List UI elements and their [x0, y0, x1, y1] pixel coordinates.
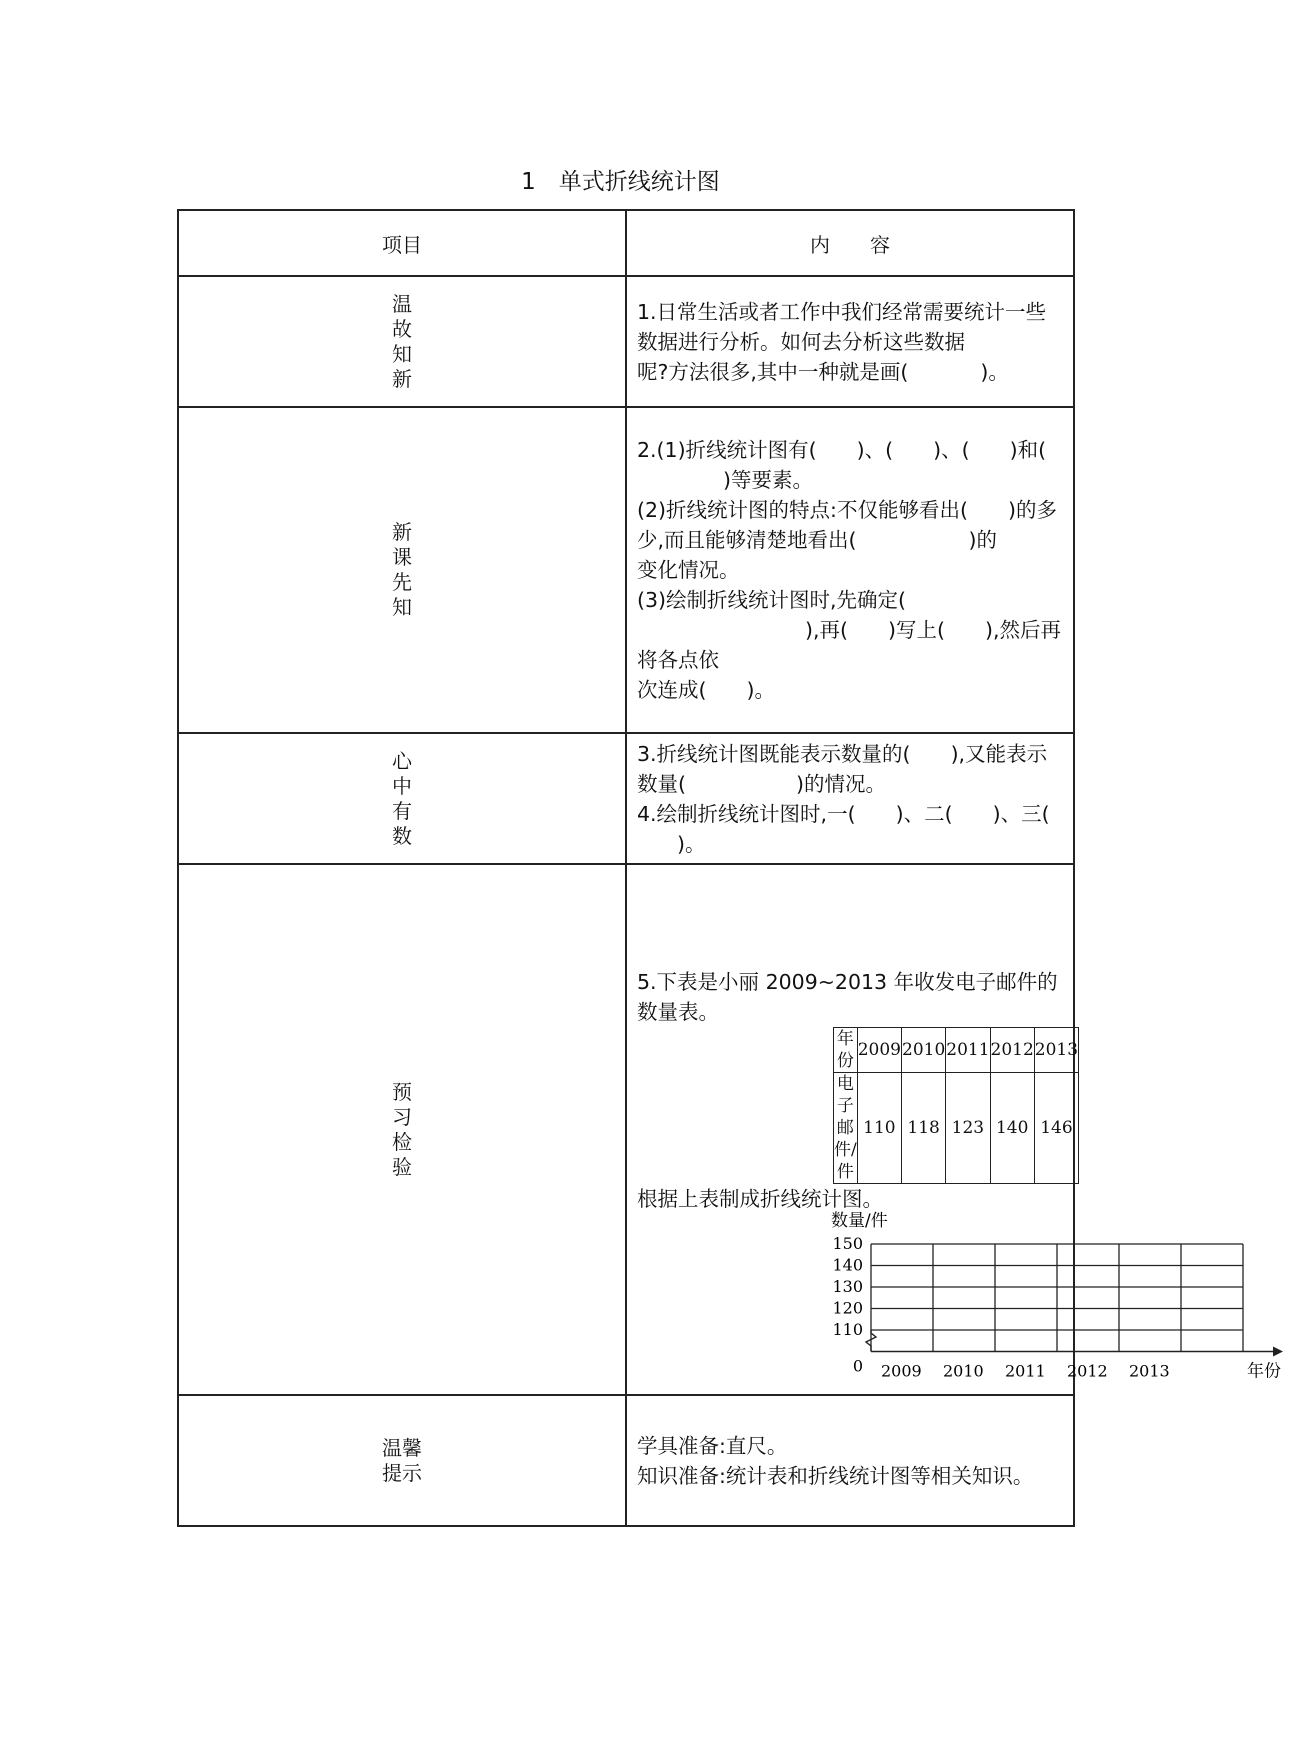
x-tick-label: 2010: [943, 1361, 984, 1381]
q2-5a: 次连成(: [637, 678, 707, 702]
review-content: [626, 276, 1074, 407]
table-header-cell: 2010: [902, 1028, 946, 1073]
y-tick-label: 150: [832, 1234, 863, 1253]
preview-content: [626, 407, 1074, 733]
email-data-table: [833, 1027, 1079, 1184]
table-header-year: 年份: [834, 1028, 858, 1073]
row-label-preview: 新课先知: [392, 520, 412, 619]
q1-line1: 1.日常生活或者工作中我们经常需要统计一些数据进行分析。如何去分析这些数据: [637, 299, 1047, 354]
table-cell: 123: [946, 1073, 990, 1184]
y-axis-label: 数量/件: [831, 1211, 888, 1231]
q3c: )的情况。: [796, 771, 886, 796]
q2-4b: ),再(: [805, 618, 849, 642]
tips-content: [626, 1395, 1074, 1526]
header-item: 项目: [178, 210, 626, 276]
line-chart-grid: [827, 1211, 1297, 1394]
table-row-label: 电子邮件/件: [834, 1074, 857, 1182]
table-header-cell: 2012: [990, 1028, 1034, 1073]
q1-line2-end: )。: [980, 359, 1009, 384]
q2-2a: (2)折线统计图的特点:不仅能够看出(: [637, 498, 968, 522]
table-cell: 140: [990, 1073, 1034, 1184]
table-cell: 110: [857, 1073, 901, 1184]
tip-tools: 学具准备:直尺。: [637, 1433, 788, 1458]
q4d: )。: [677, 831, 706, 856]
tip-knowledge: 知识准备:统计表和折线统计图等相关知识。: [637, 1463, 1034, 1488]
y-tick-label: 110: [832, 1320, 863, 1339]
chart-svg: [827, 1211, 1297, 1394]
x-tick-label: 2013: [1129, 1361, 1170, 1381]
table-header-cell: 2011: [946, 1028, 990, 1073]
table-header-cell: 2013: [1034, 1028, 1078, 1073]
summary-content: [626, 733, 1074, 864]
table-cell: 118: [902, 1073, 946, 1184]
q2-3: 变化情况。: [637, 558, 740, 582]
q4a: 4.绘制折线统计图时,一(: [637, 801, 856, 826]
q4b: )、二(: [895, 801, 953, 826]
row-label-check: 预习检验: [392, 1079, 412, 1179]
row-label-tips: 温馨提示: [382, 1435, 422, 1485]
check-content: [626, 864, 1281, 1395]
x-tick-label: 2009: [881, 1361, 922, 1381]
x-tick-label: 2012: [1067, 1361, 1108, 1381]
y-tick-label: 140: [832, 1255, 863, 1275]
q2-1a: 2.(1)折线统计图有(: [637, 438, 817, 462]
y-tick-label: 0: [852, 1356, 863, 1376]
q4c: )、三(: [992, 801, 1050, 826]
q2-1c: )、(: [933, 438, 970, 462]
y-tick-label: 130: [832, 1277, 863, 1296]
table-cell: 146: [1034, 1073, 1078, 1184]
q5-text: 5.下表是小丽 2009~2013 年收发电子邮件的数量表。: [637, 970, 1058, 1024]
x-tick-label: 2011: [1005, 1361, 1046, 1381]
q2-2b: )的多少,而且能够清楚地看出(: [637, 498, 1057, 552]
x-axis-arrow: [1273, 1347, 1283, 1357]
q2-4a: (3)绘制折线统计图时,先确定(: [637, 588, 907, 612]
q1-line2: 呢?方法很多,其中一种就是画(: [637, 359, 909, 384]
q3b: ),又能表示数量(: [637, 741, 1048, 796]
x-axis-label: 年份: [1247, 1361, 1281, 1382]
q2-5b: )。: [746, 678, 775, 702]
q3a: 3.折线统计图既能表示数量的(: [637, 741, 911, 766]
q2-4c: )写上(: [888, 618, 946, 642]
worksheet-table: [177, 209, 1281, 1527]
q5-instruction: 根据上表制成折线统计图。: [637, 1187, 883, 1211]
q2-1d: )和(: [1009, 438, 1047, 462]
q2-2c: )的: [968, 528, 998, 552]
y-tick-label: 120: [832, 1298, 863, 1318]
row-label-summary: 心中有数: [392, 748, 412, 848]
table-header-cell: 2009: [857, 1028, 901, 1073]
q2-4d: ),然后再将各点依: [637, 618, 1062, 672]
row-label-review: 温故知新: [392, 291, 412, 391]
q2-1e: )等要素。: [723, 468, 813, 492]
header-content: 内 容: [626, 210, 1074, 276]
q2-1b: )、(: [856, 438, 894, 462]
page-title: 1 单式折线统计图: [521, 169, 720, 195]
